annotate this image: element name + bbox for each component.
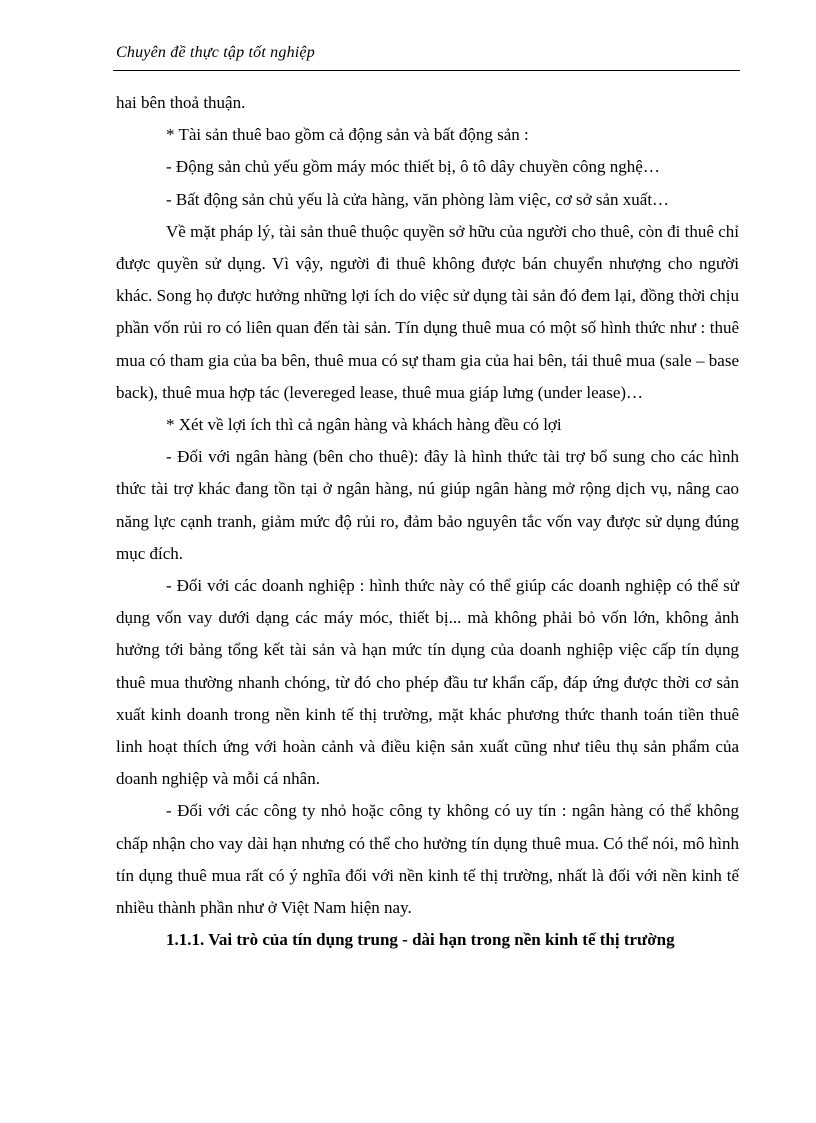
paragraph: - Đối với ngân hàng (bên cho thuê): đây là hình thức tài trợ bổ sung cho các hình thức tài trợ khác đang tồn tại ở ngân hàng, nú giúp ngân hàng mở rộng dịch vụ, nâng cao năng lực cạnh tranh, giảm mức độ rủi ro, đảm bảo nguyên tắc vốn vay được sử dụng đúng mục đích. — [116, 447, 739, 563]
paragraph: - Đối với các doanh nghiệp : hình thức này có thể giúp các doanh nghiệp có thể sử dụng vốn vay dưới dạng các máy móc, thiết bị... mà không phải bỏ vốn lớn, không ảnh hưởng tới bảng tổng kết tài sản và hạn mức tín dụng của doanh nghiệp việc cấp tín dụng thuê mua thường nhanh chóng, từ đó cho phép đầu tư khẩn cấp, đáp ứng được thời cơ sản xuất kinh doanh trong nền kinh tế thị trường, mặt khác phương thức thanh toán tiền thuê linh hoạt thích ứng với hoàn cảnh và điều kiện sản xuất cũng như tiêu thụ sản phẩm của doanh nghiệp và mỗi cá nhân. — [116, 576, 739, 789]
paragraph: hai bên thoả thuận. — [116, 93, 246, 112]
header-rule — [113, 70, 740, 71]
paragraph: - Động sản chủ yếu gồm máy móc thiết bị, ô tô dây chuyền công nghệ… — [166, 157, 660, 177]
running-header: Chuyên đề thực tập tốt nghiệp — [116, 44, 315, 61]
section-heading: 1.1.1. Vai trò của tín dụng trung - dài hạn trong nền kinh tế thị trường — [166, 930, 675, 950]
paragraph: * Tài sản thuê bao gồm cả động sản và bất động sản : — [166, 125, 529, 145]
document-body — [116, 87, 739, 956]
paragraph: - Đối với các công ty nhỏ hoặc công ty không có uy tín : ngân hàng có thể không chấp nhận cho vay dài hạn nhưng có thể cho hưởng tín dụng thuê mua. Có thể nói, mô hình tín dụng thuê mua rất có ý nghĩa đối với nền kinh tế thị trường, nhất là đối với nền kinh tế nhiều thành phần như ở Việt Nam hiện nay. — [116, 801, 739, 918]
paragraph: - Bất động sản chủ yếu là cửa hàng, văn phòng làm việc, cơ sở sản xuất… — [166, 189, 670, 209]
paragraph: Về mặt pháp lý, tài sản thuê thuộc quyền sở hữu của người cho thuê, còn đi thuê chỉ được quyền sử dụng. Vì vậy, người đi thuê không được bán chuyển nhượng cho người khác. Song họ được hưởng những lợi ích do việc sử dụng tài sản đó đem lại, đồng thời chịu phần vốn rủi ro có liên quan đến tài sản. Tín dụng thuê mua có một số hình thức như : thuê mua có tham gia của ba bên, thuê mua có sự tham gia của hai bên, tái thuê mua (sale – base back), thuê mua hợp tác (levereged lease, thuê mua giáp lưng (under lease)… — [116, 221, 739, 402]
paragraph: * Xét về lợi ích thì cả ngân hàng và khách hàng đều có lợi — [166, 415, 562, 435]
